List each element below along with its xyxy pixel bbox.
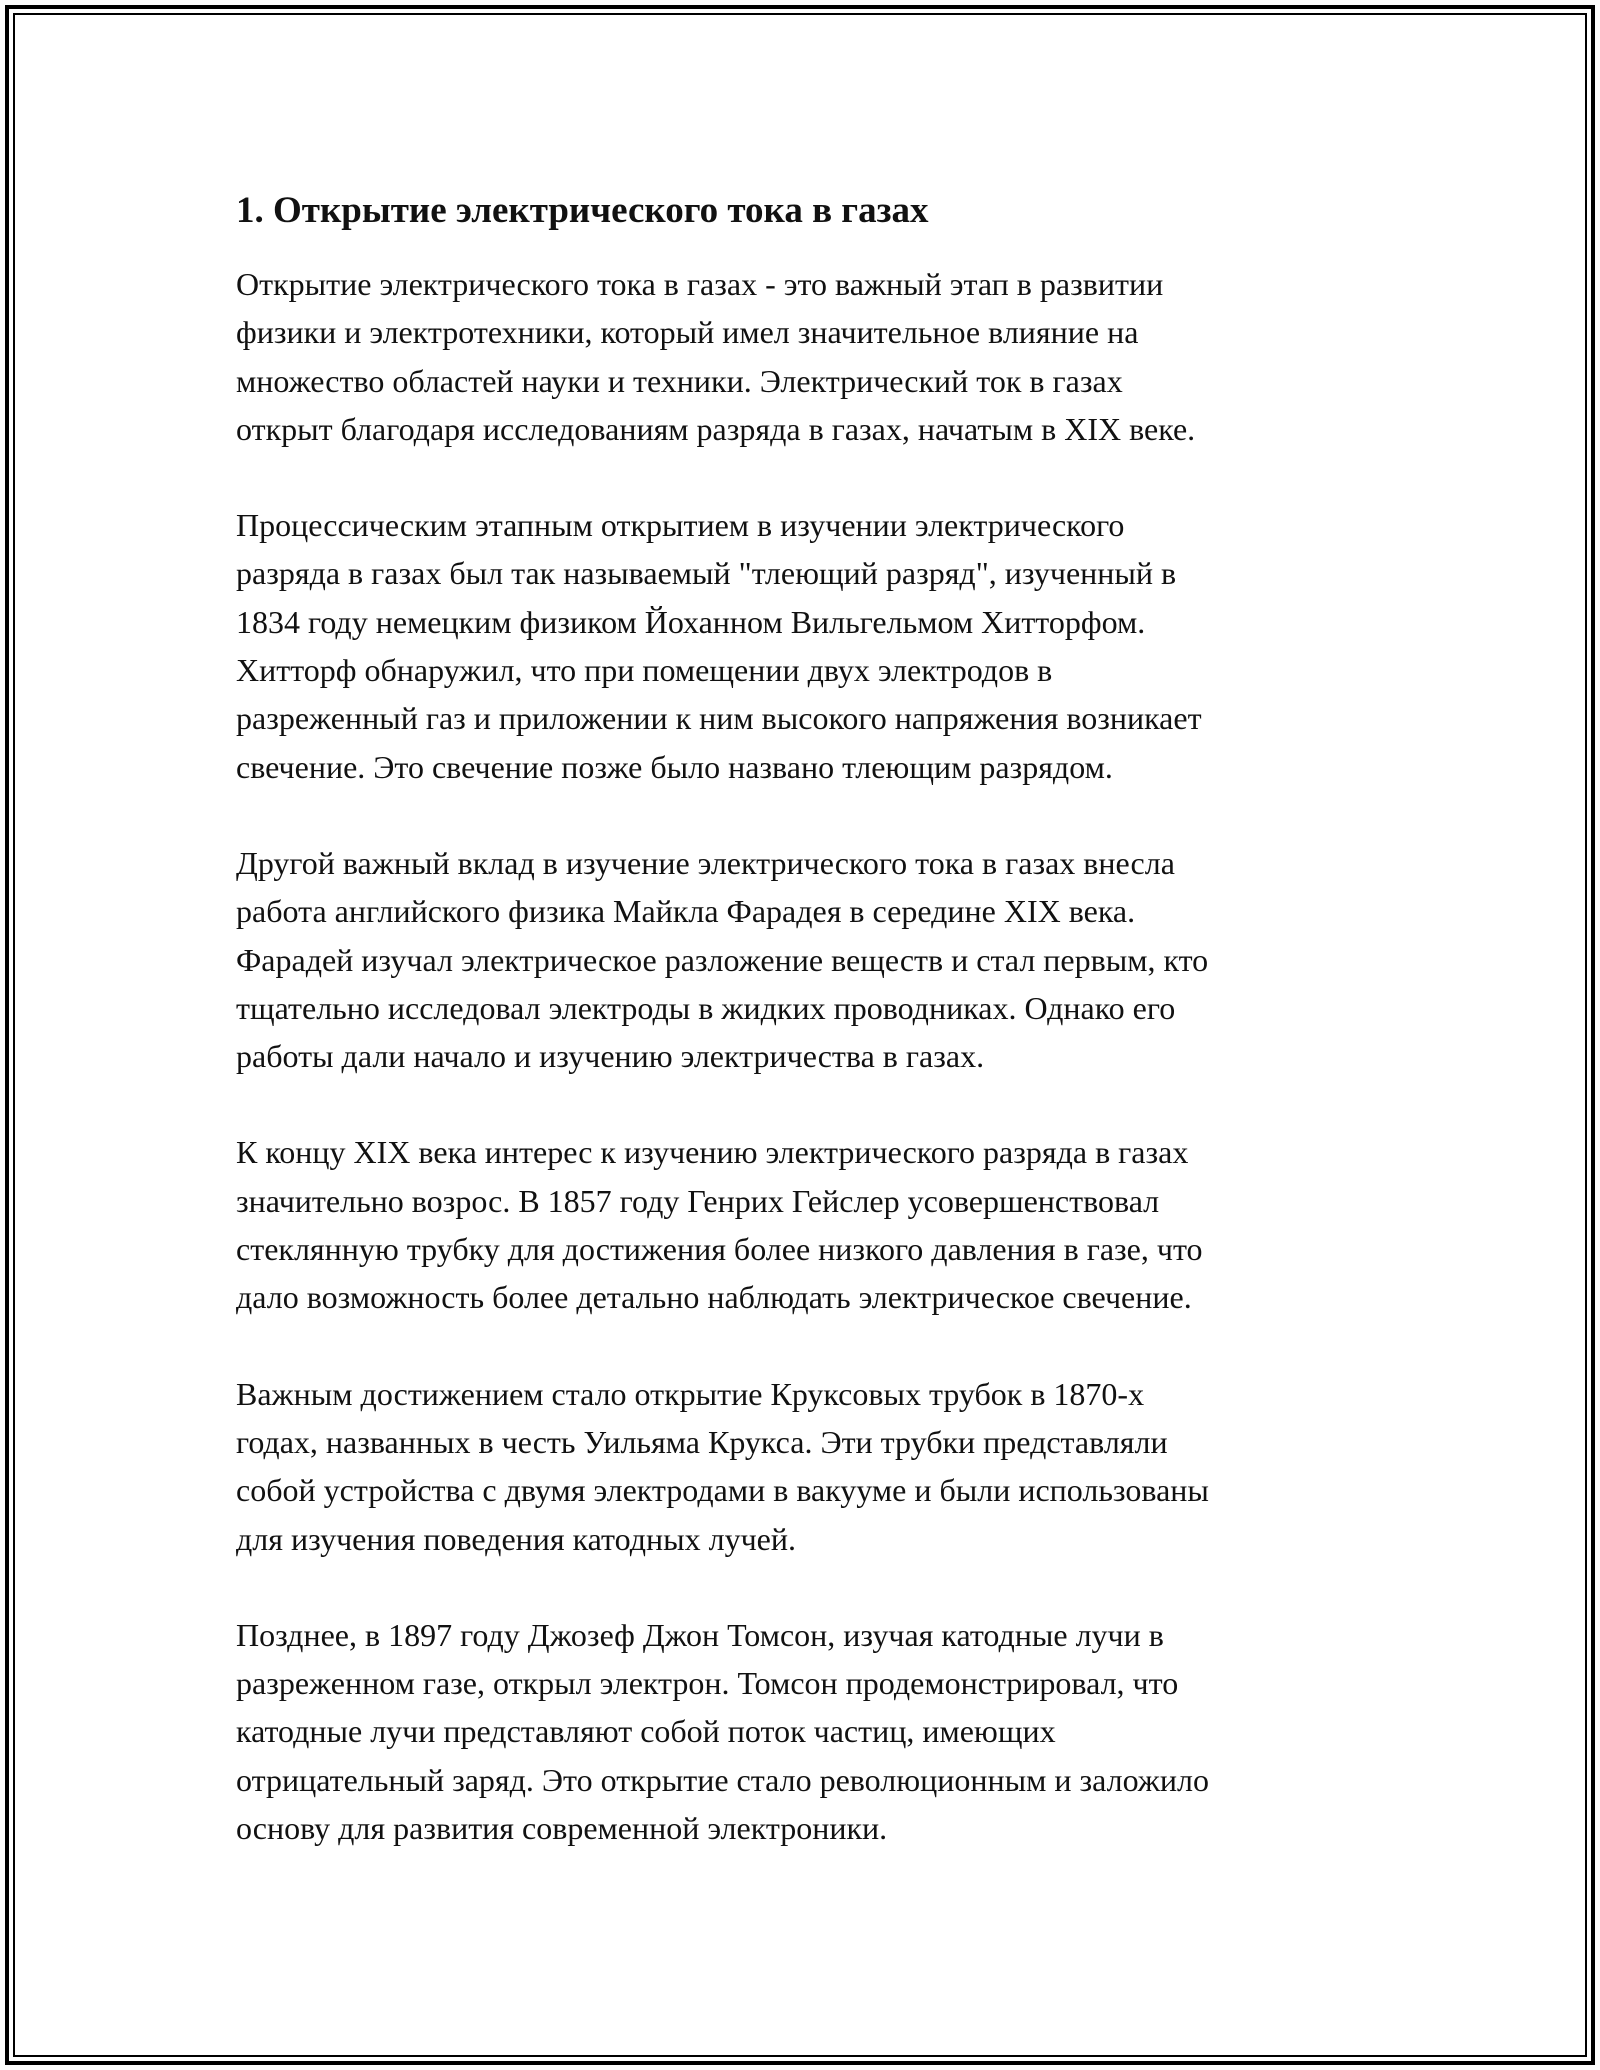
paragraph-line: физики и электротехники, который имел значительное влияние на <box>236 314 1139 351</box>
paragraph-line: катодные лучи представляют собой поток частиц, имеющих <box>236 1713 1056 1750</box>
paragraph-line: работа английского физика Майкла Фарадея в середине XIX века. <box>236 893 1136 930</box>
paragraph-line: Другой важный вклад в изучение электрического тока в газах внесла <box>236 844 1175 881</box>
paragraph-line: 1834 году немецким физиком Йоханном Вильгельмом Хитторфом. <box>236 603 1146 640</box>
paragraph-line: свечение. Это свечение позже было названо тлеющим разрядом. <box>236 748 1113 785</box>
paragraph-line: для изучения поведения катодных лучей. <box>236 1520 796 1557</box>
paragraph-line: стеклянную трубку для достижения более низкого давления в газе, что <box>236 1231 1203 1268</box>
paragraph <box>236 1370 1376 1563</box>
paragraph-line: Открытие электрического тока в газах - это важный этап в развитии <box>236 266 1164 302</box>
paragraph-line: годах, названных в честь Уильяма Крукса. Эти трубки представляли <box>236 1423 1168 1460</box>
paragraph-line: Позднее, в 1897 году Джозеф Джон Томсон, изучая катодные лучи в <box>236 1616 1164 1653</box>
paragraph-line: Хитторф обнаружил, что при помещении двух электродов в <box>236 652 1053 689</box>
paragraph-line: К концу XIX века интерес к изучению электрического разряда в газах <box>236 1134 1189 1171</box>
paragraph-line: разреженном газе, открыл электрон. Томсон продемонстрировал, что <box>236 1665 1179 1702</box>
paragraph-list <box>236 260 1376 1852</box>
paragraph-line: основу для развития современной электроники. <box>236 1810 888 1847</box>
paragraph <box>236 1611 1376 1852</box>
paragraph-line: Важным достижением стало открытие Круксовых трубок в 1870-х <box>236 1375 1145 1412</box>
paragraph <box>236 260 1376 453</box>
paragraph <box>236 501 1376 791</box>
section-heading: 1. Открытие электрического тока в газах <box>236 190 929 231</box>
paragraph-line: собой устройства с двумя электродами в вакууме и были использованы <box>236 1472 1209 1509</box>
paragraph-line: Фарадей изучал электрическое разложение веществ и стал первым, кто <box>236 941 1209 978</box>
paragraph-line: разряда в газах был так называемый "тлеющий разряд", изученный в <box>236 555 1177 592</box>
paragraph-line: разреженный газ и приложении к ним высокого напряжения возникает <box>236 700 1202 737</box>
paragraph <box>236 1128 1376 1321</box>
paragraph-line: дало возможность более детально наблюдать электрическое свечение. <box>236 1279 1192 1316</box>
paragraph-line: Процессическим этапным открытием в изучении электрического <box>236 507 1125 544</box>
paragraph-line: тщательно исследовал электроды в жидких проводниках. Однако его <box>236 989 1176 1026</box>
paragraph <box>236 839 1376 1080</box>
paragraph-line: работы дали начало и изучению электричества в газах. <box>236 1038 985 1075</box>
paragraph-line: значительно возрос. В 1857 году Генрих Гейслер усовершенствовал <box>236 1182 1160 1219</box>
paragraph-line: открыт благодаря исследованиям разряда в газах, начатым в XIX веке. <box>236 410 1196 447</box>
paragraph-line: множество областей науки и техники. Электрический ток в газах <box>236 362 1123 399</box>
paragraph-line: отрицательный заряд. Это открытие стало революционным и заложило <box>236 1761 1209 1798</box>
document-body <box>236 186 1376 1900</box>
